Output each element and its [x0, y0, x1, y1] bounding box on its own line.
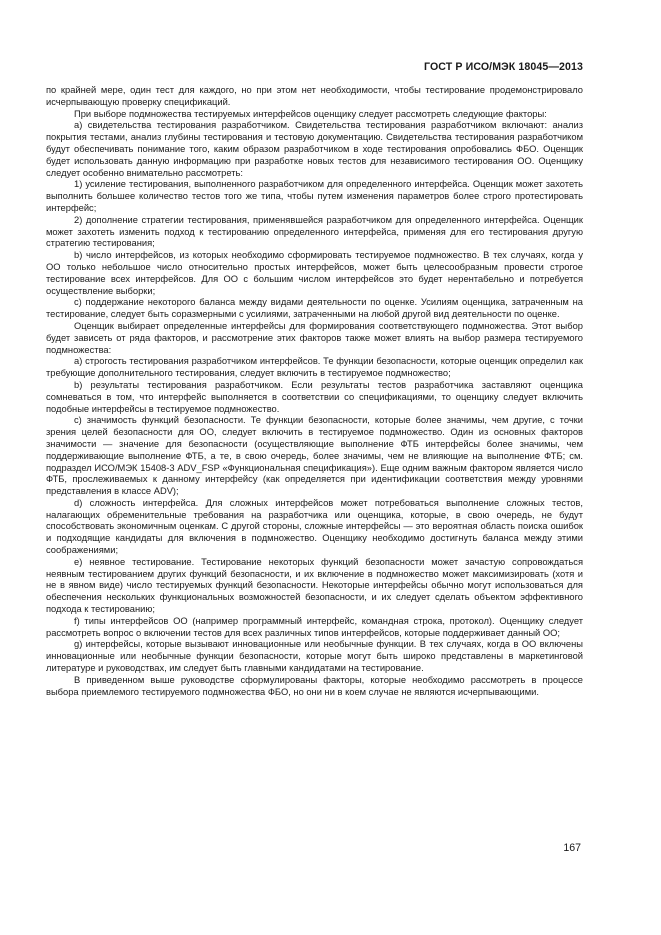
paragraph: В приведенном выше руководстве сформулированы факторы, которые необходимо рассмотреть в процессе выбора приемлемого тестируемого подмножества ФБО, но они ни в коем случае не являются исчерпывающими. — [46, 674, 583, 697]
paragraph: Оценщик выбирает определенные интерфейсы для формирования соответствующего подмножества. Этот выбор будет зависеть от ряда факторов, и рассмотрение этих факторов также может влиять на выбор размера тестируемого подмножества: — [46, 320, 583, 355]
paragraph: 1) усиление тестирования, выполненного разработчиком для определенного интерфейса. Оценщик может захотеть выполнить большее количество тестов того же типа, чтобы путем изменения параметров более строго протестировать интерфейс; — [46, 179, 583, 213]
paragraph: f) типы интерфейсов ОО (например программный интерфейс, командная строка, протокол). Оценщику следует рассмотреть вопрос о включении тестов для всех различных типов интерфейсов, которые поддерживает данный ОО; — [46, 615, 583, 638]
paragraph: a) свидетельства тестирования разработчиком. Свидетельства тестирования разработчиком включают: анализ покрытия тестами, анализ глубины тестирования и тестовую документацию. Свидетельства тестирования разработчиком будут обеспечивать понимание того, каким образом разработчиком в ходе тестирования опробовались ФБО. Оценщик будет использовать данную информацию при разработке новых тестов для независимого тестирования ОО. Оценщику следует особенно внимательно рассмотреть: — [46, 120, 583, 178]
paragraph: 2) дополнение стратегии тестирования, применявшейся разработчиком для определенного интерфейса. Оценщик может захотеть изменить подход к тестированию определенного интерфейса, применяя для его тестирования другую стратегию тестирования; — [46, 214, 583, 249]
paragraph: b) число интерфейсов, из которых необходимо сформировать тестируемое подмножество. В тех случаях, когда у ОО только небольшое число относительно простых интерфейсов, может быть целесообразным провести строгое тестирование всех интерфейсов. Для ОО с большим числом интерфейсов это будет нерентабельно и потребуется осуществление выборки; — [46, 250, 583, 296]
paragraph: c) значимость функций безопасности. Те функции безопасности, которые более значимы, чем другие, с точки зрения целей безопасности для ОО, следует включить в тестируемое подмножество. Один из основных факторов значимости — значение для безопасности (осуществляющие выполнение ФТБ интерфейсы более значимы, чем поддерживающие выполнение ФТБ, а те, в свою очередь, более значимы, чем не влияющие на выполнение ФТБ; см. подраздел ИСО/МЭК 15408-3 ADV_FSP «Функциональная спецификация»). Еще одним важным фактором является число ФТБ, прослеживаемых к данному интерфейсу (как определяется при идентификации соответствия между уровнями представления в классе ADV); — [46, 415, 583, 497]
paragraph: g) интерфейсы, которые вызывают инновационные или необычные функции. В тех случаях, когда в ОО включены инновационные или необычные функции безопасности, которые могут быть широко представлены в маркетинговой литературе и руководствах, им следует быть главными кандидатами на тестирование. — [46, 639, 583, 674]
body-text — [46, 85, 583, 698]
paragraph: b) результаты тестирования разработчиком. Если результаты тестов разработчика заставляют оценщика сомневаться в том, что интерфейс выполняется в соответствии со спецификациями, то оценщику следует включить подобные интерфейсы в тестируемое подмножество. — [46, 379, 583, 414]
paragraph: a) строгость тестирования разработчиком интерфейсов. Те функции безопасности, которые оценщик определил как требующие дополнительного тестирования, следует включить в тестируемое подмножество; — [46, 356, 583, 379]
paragraph: d) сложность интерфейса. Для сложных интерфейсов может потребоваться выполнение сложных тестов, налагающих обременительные требования на разработчика или оценщика, которые, в свою очередь, не будут способствовать экономичным оценкам. С другой стороны, сложные интерфейсы — это вероятная область поиска ошибок и подходящие кандидаты для включения в подмножество. Оценщику необходимо достигнуть баланса между этими соображениями; — [46, 497, 583, 556]
standard-header: ГОСТ Р ИСО/МЭК 18045—2013 — [424, 61, 583, 73]
paragraph: по крайней мере, один тест для каждого, но при этом нет необходимости, чтобы тестирование продемонстрировало исчерпывающую проверку спецификаций. — [46, 85, 583, 107]
paragraph: c) поддержание некоторого баланса между видами деятельности по оценке. Усилиям оценщика, затраченным на тестирование, следует быть соразмерными с усилиями, затраченными на любой другой вид деятельности по оценке. — [46, 297, 583, 320]
paragraph: При выборе подмножества тестируемых интерфейсов оценщику следует рассмотреть следующие факторы: — [74, 108, 547, 119]
paragraph: e) неявное тестирование. Тестирование некоторых функций безопасности может зачастую сопровождаться неявным тестированием других функций безопасности, и их включение в подмножество может максимизировать (хотя и не в явном виде) число тестируемых функций безопасности. Некоторые интерфейсы обычно могут использоваться для обеспечения нескольких функциональных возможностей безопасности, и их следует сделать объектом эффективного подхода к тестированию; — [46, 556, 583, 615]
page-number: 167 — [563, 842, 581, 854]
